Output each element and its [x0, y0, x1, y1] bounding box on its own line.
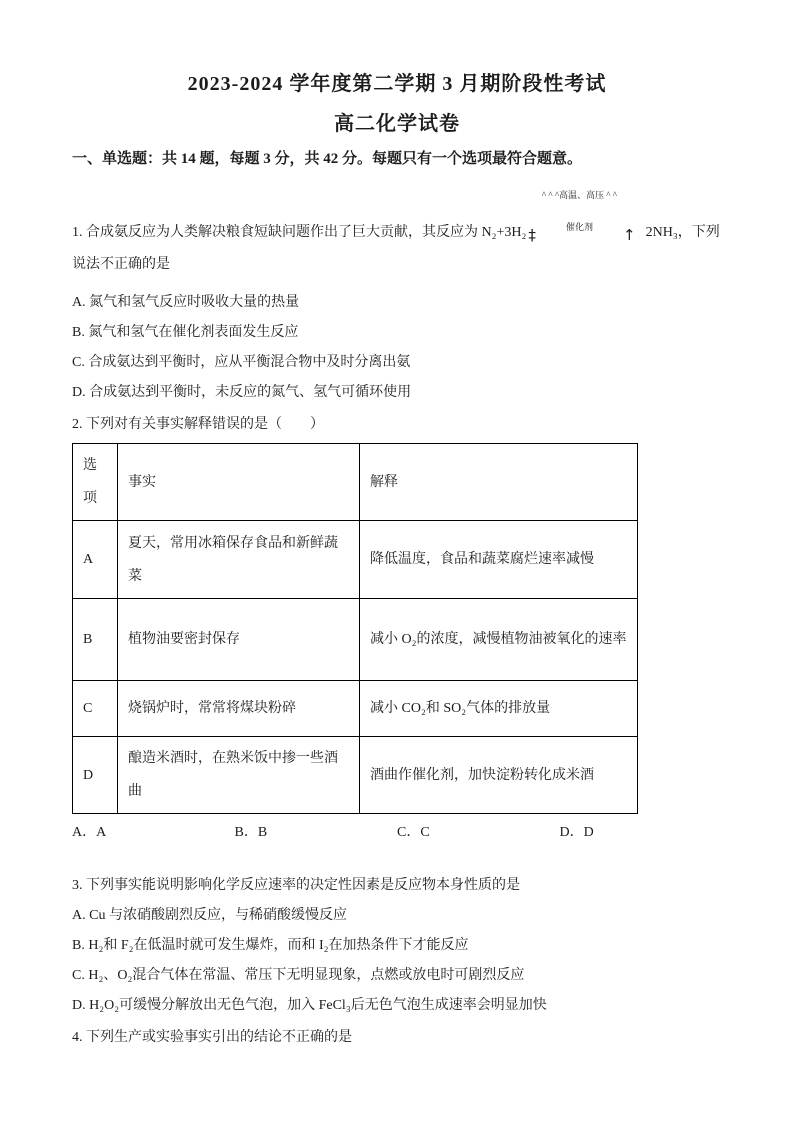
table-cell-explanation: 减小 O₂的浓度，减慢植物油被氧化的速率: [360, 599, 638, 681]
table-cell-fact: 烧锅炉时，常常将煤块粉碎: [118, 681, 360, 737]
question-1-option-d: D. 合成氨达到平衡时，未反应的氮气、氢气可循环使用: [72, 385, 412, 400]
table-row: [73, 737, 638, 814]
table-header-explanation: 解释: [360, 444, 638, 521]
table-row: [73, 521, 638, 599]
exam-title: 2023-2024 学年度第二学期 3 月期阶段性考试: [187, 73, 607, 95]
table-cell-option: C: [73, 681, 118, 737]
question-3-option-a: A. Cu 与浓硝酸剧烈反应，与稀硝酸缓慢反应: [72, 908, 347, 923]
question-2-answer-row: [72, 824, 722, 841]
table-cell-option: B: [73, 599, 118, 681]
question-2-answer-c: C．C: [397, 825, 430, 840]
question-2-table: [72, 443, 638, 814]
question-4-stem: 4. 下列生产或实验事实引出的结论不正确的是: [72, 1030, 352, 1045]
equilibrium-equation-conditions: [528, 179, 635, 243]
table-cell-option: D: [73, 737, 118, 814]
question-1-option-c: C. 合成氨达到平衡时，应从平衡混合物中及时分离出氨: [72, 355, 411, 370]
equation-right-arrow-mark: ↑: [623, 226, 636, 244]
table-cell-explanation: 降低温度，食品和蔬菜腐烂速率减慢: [360, 521, 638, 599]
section-heading: 一、单选题：共 14 题，每题 3 分，共 42 分。每题只有一个选项最符合题意。: [72, 151, 583, 167]
equation-left-arrow-mark: ‡: [528, 226, 536, 244]
table-cell-fact: 酿造米酒时，在熟米饭中掺一些酒曲: [118, 737, 360, 814]
table-cell-explanation: 酒曲作催化剂，加快淀粉转化成米酒: [360, 737, 638, 814]
table-cell-explanation: 减小 CO₂和 SO₂气体的排放量: [360, 681, 638, 737]
table-header-option: 选项: [73, 444, 118, 521]
table-header-fact: 事实: [118, 444, 360, 521]
question-1-option-b: B. 氮气和氢气在催化剂表面发生反应: [72, 325, 299, 340]
question-1-stem-before-equation: 1. 合成氨反应为人类解决粮食短缺问题作出了巨大贡献，其反应为 N₂+3H₂: [72, 225, 527, 240]
question-1-stem-after-equation: 2NH₃，下列说法不正确的是: [72, 225, 720, 272]
equation-condition-bottom: 催化剂: [565, 222, 593, 232]
question-1-option-a: A. 氮气和氢气反应时吸收大量的热量: [72, 295, 300, 310]
table-cell-fact: 植物油要密封保存: [118, 599, 360, 681]
question-1-stem: [72, 179, 722, 281]
question-3-option-b: B. H₂和 F₂在低温时就可发生爆炸，而和 I₂在加热条件下才能反应: [72, 938, 469, 953]
question-2-answer-b: B．B: [234, 825, 268, 840]
table-cell-option: A: [73, 521, 118, 599]
question-3-stem: 3. 下列事实能说明影响化学反应速率的决定性因素是反应物本身性质的是: [72, 878, 520, 893]
equation-condition-top: ^ ^ ^高温、高压 ^ ^: [541, 190, 618, 200]
question-2-answer-d: D．D: [559, 825, 594, 840]
table-row: [73, 599, 638, 681]
exam-subtitle: 高二化学试卷: [334, 113, 460, 135]
equation-condition-stack: [536, 179, 623, 243]
question-2-answer-a: A．A: [72, 825, 107, 840]
table-cell-fact: 夏天，常用冰箱保存食品和新鲜蔬菜: [118, 521, 360, 599]
question-3-option-c: C. H₂、O₂混合气体在常温、常压下无明显现象，点燃或放电时可剧烈反应: [72, 968, 525, 983]
table-header-row: [73, 444, 638, 521]
question-3-option-d: D. H₂O₂可缓慢分解放出无色气泡，加入 FeCl₃后无色气泡生成速率会明显加快: [72, 998, 547, 1013]
question-2-stem: 2. 下列对有关事实解释错误的是（ ）: [72, 417, 324, 432]
table-row: [73, 681, 638, 737]
